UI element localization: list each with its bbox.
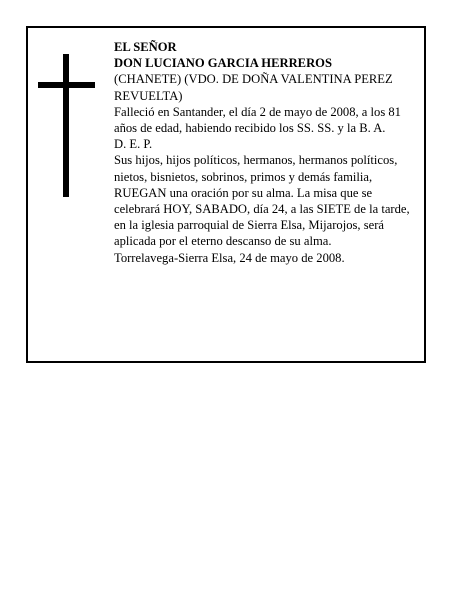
deceased-name: DON LUCIANO GARCIA HERREROS	[114, 56, 332, 71]
obituary-text	[114, 39, 420, 266]
cross-horizontal-bar	[38, 82, 95, 88]
rip-abbreviation: D. E. P.	[114, 137, 153, 152]
death-statement: Falleció en Santander, el día 2 de mayo de 2008, a los 81 años de edad, habiendo recibido los SS. SS. y la B. A.	[114, 104, 401, 136]
mass-request: RUEGAN una oración por su alma. La misa que se celebrará HOY, SABADO, día 24, a las SIETE de la tarde, en la iglesia parroquial de Sierra Elsa, Mijarojos, será aplicada por el eterno descanso de su alma.	[114, 185, 410, 249]
family-list: Sus hijos, hijos políticos, hermanos, hermanos políticos, nietos, bisnietos, sobrinos, primos y demás familia,	[114, 153, 398, 184]
notice-title: EL SEÑOR	[114, 40, 177, 54]
deceased-alias: (CHANETE) (VDO. DE DOÑA VALENTINA PEREZ REVUELTA)	[114, 72, 393, 103]
place-date: Torrelavega-Sierra Elsa, 24 de mayo de 2008.	[114, 250, 345, 265]
cross-vertical-bar	[63, 54, 69, 197]
